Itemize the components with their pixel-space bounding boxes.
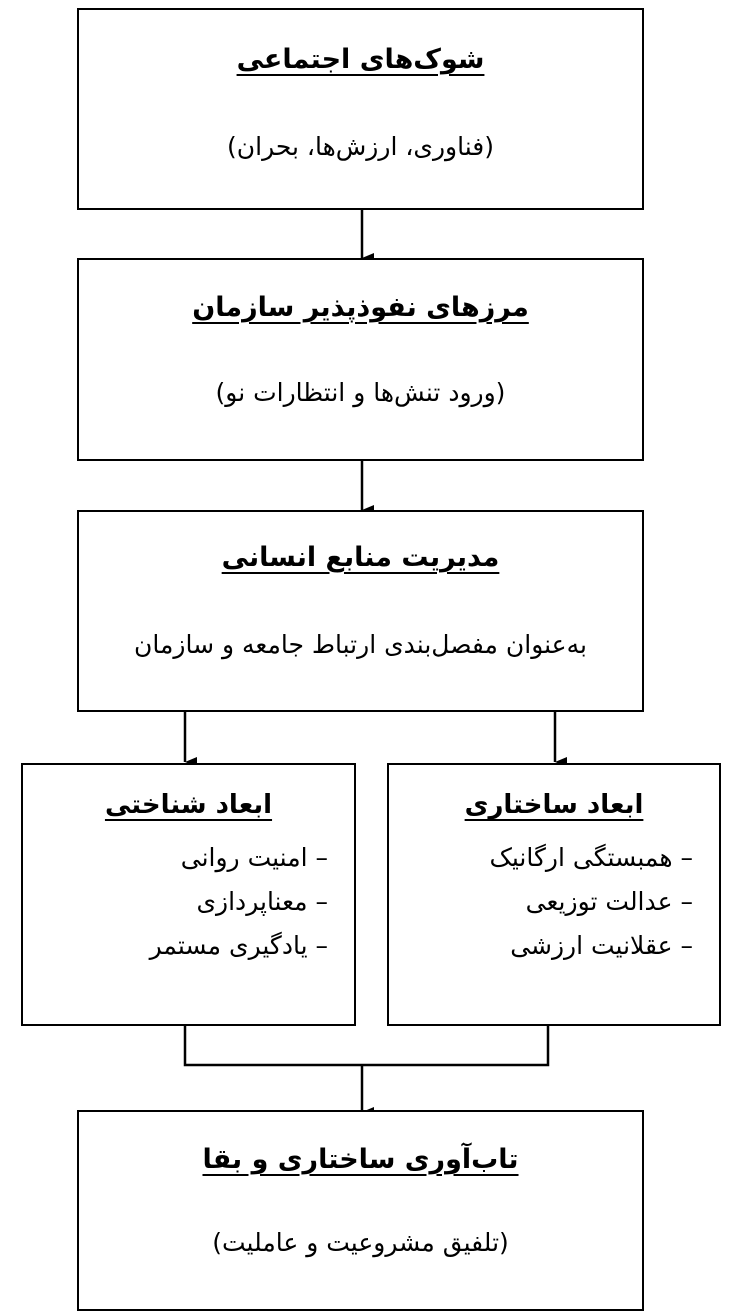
structural-item: – عقلانیت ارزشی bbox=[510, 931, 693, 960]
box-structural-dimensions bbox=[387, 763, 721, 1026]
box-permeable-boundaries bbox=[77, 258, 644, 461]
box-permeable-boundaries-subtitle: (ورود تنش‌ها و انتظارات نو) bbox=[215, 378, 506, 407]
cognitive-item: – معناپردازی bbox=[196, 887, 328, 916]
merge-line bbox=[185, 1024, 548, 1065]
box-resilience-title: تاب‌آوری ساختاری و بقا bbox=[202, 1144, 519, 1175]
box-hrm-title: مدیریت منابع انسانی bbox=[221, 542, 500, 573]
box-social-shocks bbox=[77, 8, 644, 210]
box-social-shocks-title: شوک‌های اجتماعی bbox=[236, 44, 485, 75]
box-permeable-boundaries-title: مرزهای نفوذپذیر سازمان bbox=[192, 292, 529, 323]
box-resilience bbox=[77, 1110, 644, 1311]
box-structural-dimensions-title: ابعاد ساختاری bbox=[464, 790, 644, 820]
box-cognitive-dimensions bbox=[21, 763, 356, 1026]
box-resilience-subtitle: (تلفیق مشروعیت و عاملیت) bbox=[212, 1228, 509, 1257]
box-hrm-subtitle: به‌عنوان مفصل‌بندی ارتباط جامعه و سازمان bbox=[134, 630, 587, 659]
box-hrm bbox=[77, 510, 644, 712]
box-social-shocks-subtitle: (فناوری، ارزش‌ها، بحران) bbox=[227, 132, 494, 161]
cognitive-item: – امنیت روانی bbox=[180, 843, 328, 872]
cognitive-list bbox=[33, 841, 328, 973]
structural-list bbox=[399, 841, 693, 973]
structural-item: – عدالت توزیعی bbox=[525, 887, 693, 916]
cognitive-item: – یادگیری مستمر bbox=[149, 931, 328, 960]
structural-item: – همبستگی ارگانیک bbox=[489, 843, 693, 872]
box-cognitive-dimensions-title: ابعاد شناختی bbox=[104, 790, 273, 820]
